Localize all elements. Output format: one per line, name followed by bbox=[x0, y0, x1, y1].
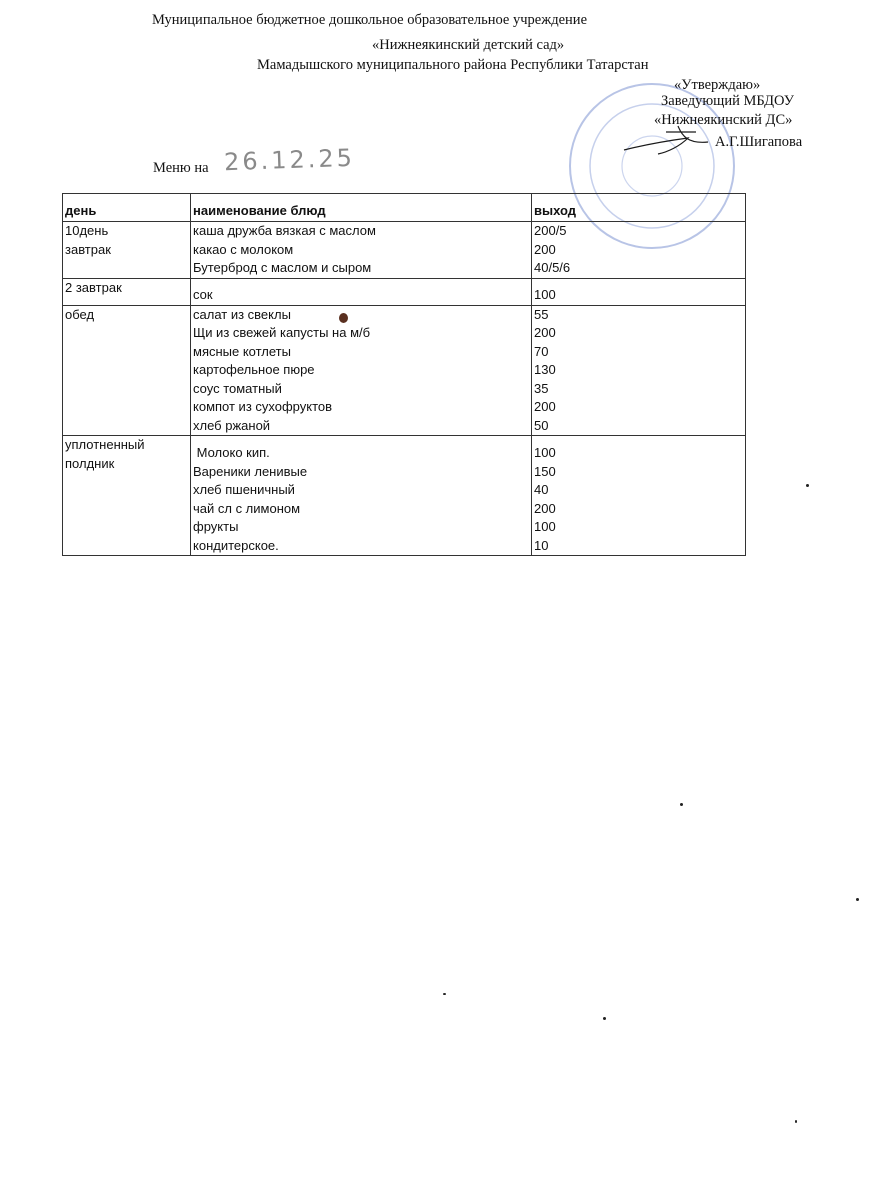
kindergarten-name: «Нижнеякинский детский сад» bbox=[372, 37, 565, 53]
portion-item: 200 bbox=[534, 325, 556, 340]
approval-title: «Утверждаю» bbox=[674, 77, 761, 93]
portion-item: 100 bbox=[534, 519, 556, 534]
dish-item: картофельное пюре bbox=[193, 362, 315, 377]
column-header-dish: наименование блюд bbox=[191, 194, 532, 222]
column-header-portion: выход bbox=[532, 194, 746, 222]
portion-item: 55 bbox=[534, 306, 549, 322]
portion-item: 200/5 bbox=[534, 223, 567, 238]
dish-item: Щи из свежей капусты на м/б bbox=[193, 325, 371, 340]
dish-item: кондитерское. bbox=[193, 537, 279, 553]
approval-organization: «Нижнеякинский ДС» bbox=[654, 112, 793, 128]
portion-item: 10 bbox=[534, 537, 549, 553]
portion-item: 200 bbox=[534, 500, 556, 516]
portion-list bbox=[532, 278, 746, 305]
dish-item: Бутерброд с маслом и сыром bbox=[193, 260, 372, 275]
portion-item: 100 bbox=[534, 445, 556, 460]
dish-item: салат из свеклы bbox=[193, 306, 291, 322]
meal-name: 10день завтрак bbox=[63, 222, 191, 279]
approval-signatory: А.Г.Шигапова bbox=[715, 134, 803, 150]
district-name: Мамадышского муниципального района Республики Татарстан bbox=[257, 57, 649, 73]
meal-name: обед bbox=[63, 305, 191, 436]
portion-item: 35 bbox=[534, 380, 549, 396]
meal-name: 2 завтрак bbox=[63, 278, 191, 305]
menu-date: 26.12.25 bbox=[223, 143, 356, 177]
portion-item: 70 bbox=[534, 343, 549, 359]
portion-item: 40 bbox=[534, 482, 549, 497]
portion-item: 50 bbox=[534, 417, 549, 433]
portion-list bbox=[532, 222, 746, 279]
dish-item: какао с молоком bbox=[193, 241, 294, 257]
table-row bbox=[63, 222, 746, 279]
dish-item: хлеб ржаной bbox=[193, 417, 271, 433]
dish-item: каша дружба вязкая с маслом bbox=[193, 223, 376, 238]
institution-name: Муниципальное бюджетное дошкольное образовательное учреждение bbox=[152, 12, 587, 28]
dish-list bbox=[191, 305, 532, 436]
approval-position: Заведующий МБДОУ bbox=[661, 93, 794, 109]
dish-item: компот из сухофруктов bbox=[193, 399, 333, 414]
portion-list bbox=[532, 436, 746, 556]
portion-item: 100 bbox=[534, 287, 556, 302]
ink-blot bbox=[339, 313, 348, 323]
dish-item: мясные котлеты bbox=[193, 343, 291, 359]
ink-speck bbox=[443, 993, 446, 995]
column-header-day: день bbox=[63, 194, 191, 222]
table-row bbox=[63, 278, 746, 305]
dish-item: Вареники ленивые bbox=[193, 463, 308, 479]
dish-item: фрукты bbox=[193, 519, 239, 534]
ink-speck bbox=[680, 803, 683, 806]
dish-list bbox=[191, 436, 532, 556]
ink-speck bbox=[856, 898, 859, 901]
dish-item: соус томатный bbox=[193, 380, 282, 396]
portion-item: 40/5/6 bbox=[534, 260, 571, 275]
table-row bbox=[63, 436, 746, 556]
portion-item: 150 bbox=[534, 463, 556, 479]
ink-speck bbox=[603, 1017, 606, 1020]
dish-item: хлеб пшеничный bbox=[193, 482, 295, 497]
dish-list bbox=[191, 278, 532, 305]
dish-list bbox=[191, 222, 532, 279]
menu-table bbox=[62, 193, 746, 556]
ink-speck bbox=[806, 484, 809, 487]
portion-item: 200 bbox=[534, 241, 556, 257]
ink-speck bbox=[795, 1120, 797, 1123]
portion-item: 130 bbox=[534, 362, 556, 377]
table-header-row bbox=[63, 194, 746, 222]
menu-label: Меню на bbox=[153, 160, 209, 176]
table-row bbox=[63, 305, 746, 436]
dish-item: чай сл с лимоном bbox=[193, 500, 301, 516]
portion-item: 200 bbox=[534, 399, 556, 414]
dish-item: Молоко кип. bbox=[193, 445, 270, 460]
meal-name: уплотненный полдник bbox=[63, 436, 191, 556]
portion-list bbox=[532, 305, 746, 436]
dish-item: сок bbox=[193, 287, 213, 302]
